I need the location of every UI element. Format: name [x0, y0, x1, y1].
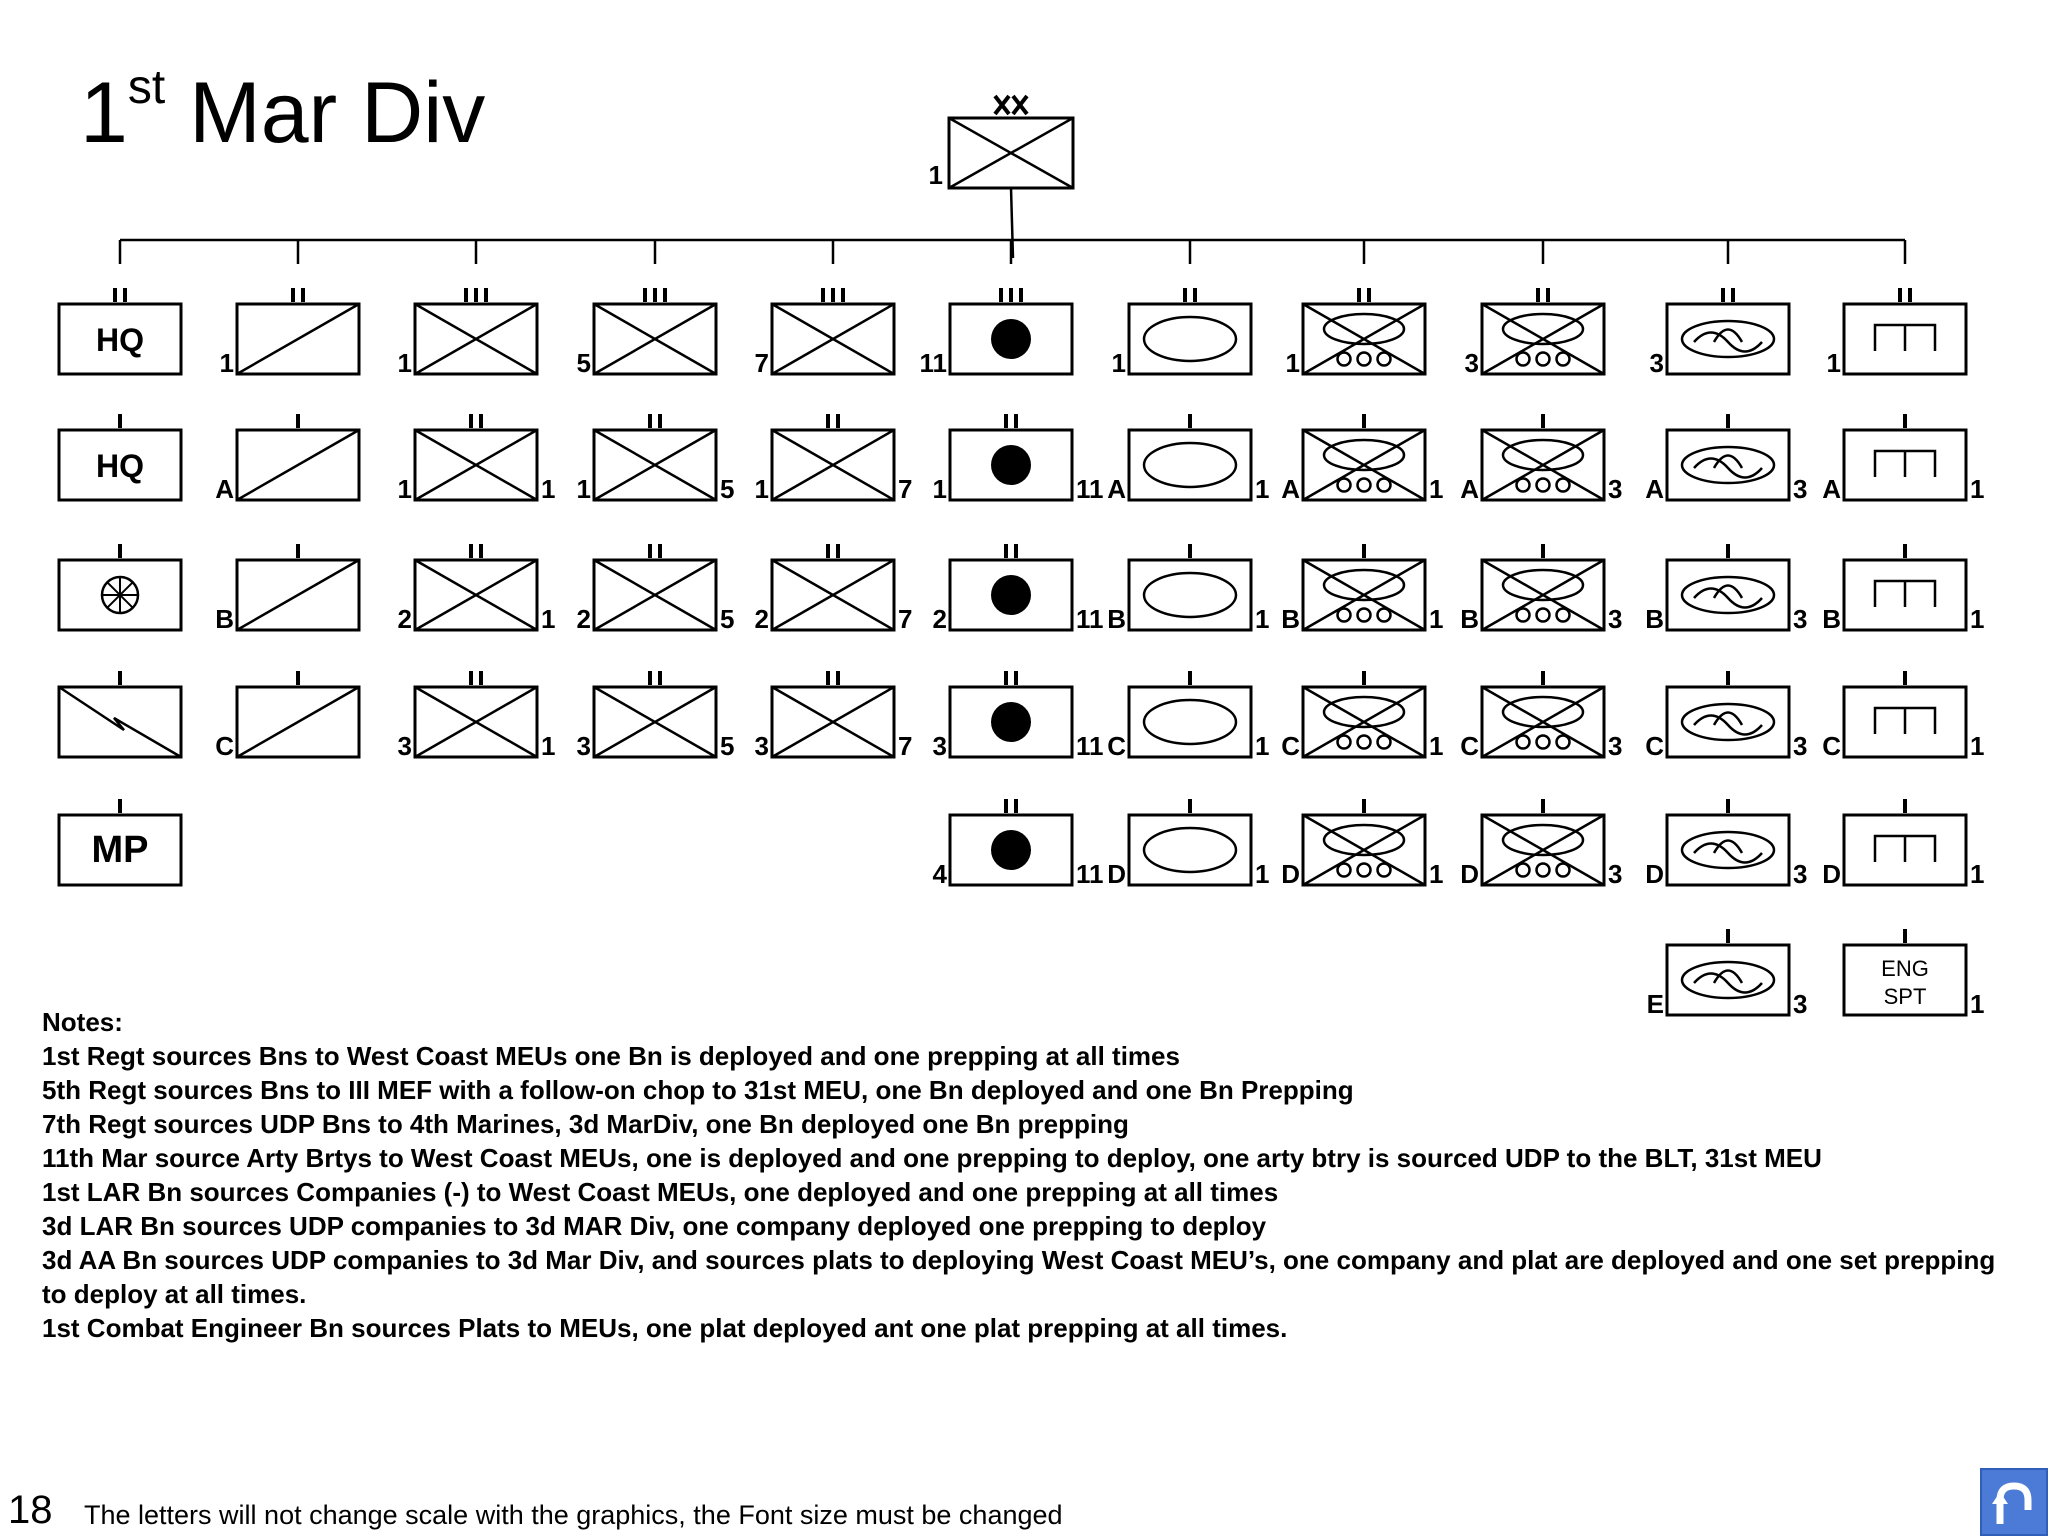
unit-hq [59, 288, 181, 374]
note-line: 3d LAR Bn sources UDP companies to 3d MAR Div, one company deployed one prepping to deploy [42, 1211, 1267, 1241]
unit-designation: 1 [1285, 348, 1300, 378]
parent-designation: 3 [1608, 474, 1623, 504]
unit-recon-sub [215, 671, 359, 761]
unit-hq-sub [59, 414, 181, 500]
echelon-mark [1006, 799, 1016, 813]
unit-7th-regt-sub [755, 414, 913, 504]
echelon-mark [1538, 288, 1548, 302]
wheel-icon [1338, 353, 1351, 366]
wheel-icon [1557, 353, 1570, 366]
artillery-dot-icon [991, 830, 1031, 870]
artillery-dot-icon [991, 702, 1031, 742]
unit-3d-lar-sub [1460, 799, 1622, 889]
parent-designation: 1 [1970, 731, 1985, 761]
unit-designation: 5 [576, 348, 591, 378]
unit-designation: 3 [932, 731, 947, 761]
unit-designation: 3 [397, 731, 412, 761]
wheel-icon [1378, 479, 1391, 492]
parent-designation: 1 [1970, 474, 1985, 504]
unit-designation: B [1645, 604, 1664, 634]
division-echelon-mark [995, 96, 1027, 114]
unit-designation: 1 [1111, 348, 1126, 378]
unit-1st-lar-sub [1281, 671, 1443, 761]
wheel-icon [1517, 736, 1530, 749]
unit-designation: 4 [932, 859, 947, 889]
wheel-icon [1338, 609, 1351, 622]
unit-designation: A [215, 474, 234, 504]
unit-designation: C [1460, 731, 1479, 761]
parent-designation: 1 [1429, 859, 1444, 889]
unit-designation: 1 [576, 474, 591, 504]
wheel-icon [1517, 479, 1530, 492]
unit-designation: 3 [576, 731, 591, 761]
unit-7th-regt-sub [755, 544, 913, 634]
unit-1st-lar-sub [1281, 414, 1443, 504]
unit-designation: A [1822, 474, 1841, 504]
unit-designation: D [1645, 859, 1664, 889]
unit-5th-regt-sub [577, 414, 735, 504]
echelon-mark [828, 544, 838, 558]
unit-designation: C [215, 731, 234, 761]
wheel-icon [1517, 353, 1530, 366]
note-line: 11th Mar source Arty Brtys to West Coast MEUs, one is deployed and one prepping to deploy, one arty btry is sourced UDP to the BLT, 31st MEU [42, 1143, 1822, 1173]
unit-designation: 2 [397, 604, 412, 634]
parent-designation: 1 [541, 474, 556, 504]
unit-designation: D [1460, 859, 1479, 889]
echelon-mark [828, 671, 838, 685]
unit-1st-regt-sub [398, 414, 556, 504]
parent-designation: 1 [1429, 474, 1444, 504]
parent-designation: 11 [1076, 859, 1104, 889]
wheel-icon [1358, 864, 1371, 877]
echelon-mark [1006, 671, 1016, 685]
unit-frame [1129, 560, 1251, 630]
unit-3d-aa [1650, 288, 1789, 378]
parent-designation: 5 [720, 731, 735, 761]
return-arrow-icon [1982, 1470, 2046, 1534]
parent-designation: 3 [1793, 989, 1808, 1019]
parent-designation: 1 [1970, 859, 1985, 889]
note-line: 1st LAR Bn sources Companies (-) to West Coast MEUs, one deployed and one prepping at all times [42, 1177, 1279, 1207]
unit-designation: 3 [1649, 348, 1664, 378]
parent-designation: 1 [1970, 604, 1985, 634]
unit-designation: 1 [219, 348, 234, 378]
unit-designation: B [1822, 604, 1841, 634]
notes [42, 1005, 2022, 1345]
unit-recon-sub [215, 544, 359, 634]
unit-frame [1667, 304, 1789, 374]
unit-1st-ceb-sub [1822, 799, 1984, 889]
parent-designation: 7 [898, 474, 913, 504]
echelon-mark [645, 288, 665, 302]
parent-designation: 11 [1076, 474, 1104, 504]
wheel-icon [1517, 609, 1530, 622]
unit-label: ENG [1881, 956, 1929, 981]
unit-designation: A [1107, 474, 1126, 504]
note-line: 7th Regt sources UDP Bns to 4th Marines, 3d MarDiv, one Bn deployed one Bn prepping [42, 1109, 1129, 1139]
unit-3d-aa-sub [1645, 544, 1807, 634]
wheel-icon [1557, 736, 1570, 749]
echelon-mark [1006, 544, 1016, 558]
unit-1st-lar-sub [1281, 544, 1443, 634]
medical-wheel-icon [102, 577, 138, 613]
unit-designation: B [215, 604, 234, 634]
unit-11th-mar [920, 288, 1073, 378]
unit-1st-tank-sub [1107, 671, 1269, 761]
wheel-icon [1557, 864, 1570, 877]
unit-designation: B [1281, 604, 1300, 634]
unit-frame [1129, 815, 1251, 885]
unit-designation: 1 [397, 474, 412, 504]
unit-frame [1667, 560, 1789, 630]
unit-11th-mar-sub [933, 671, 1104, 761]
echelon-mark [115, 288, 125, 302]
unit-designation: A [1645, 474, 1664, 504]
parent-designation: 1 [1255, 731, 1270, 761]
wheel-icon [1358, 353, 1371, 366]
parent-designation: 1 [1429, 604, 1444, 634]
footer-note: The letters will not change scale with the graphics, the Font size must be changed [84, 1500, 1063, 1530]
unit-7th-regt [755, 288, 894, 378]
unit-designation: 2 [576, 604, 591, 634]
note-line: 3d AA Bn sources UDP companies to 3d Mar Div, and sources plats to deploying West Coast MEU’s, one company and plat are deployed and one set prepping to deploy at all times. [42, 1245, 1996, 1309]
unit-3d-lar-sub [1460, 671, 1622, 761]
parent-designation: 5 [720, 604, 735, 634]
echelon-mark [828, 414, 838, 428]
parent-designation: 11 [1076, 604, 1104, 634]
unit-7th-regt-sub [755, 671, 913, 761]
parent-designation: 1 [1255, 859, 1270, 889]
parent-designation: 3 [1793, 731, 1808, 761]
unit-frame [1667, 687, 1789, 757]
parent-designation: 3 [1793, 474, 1808, 504]
unit-designation: 1 [754, 474, 769, 504]
unit-3d-lar [1465, 288, 1604, 378]
note-line: 1st Regt sources Bns to West Coast MEUs one Bn is deployed and one prepping at all times [42, 1041, 1180, 1071]
unit-1st-lar [1286, 288, 1425, 378]
unit-1st-ceb-sub [1822, 671, 1984, 761]
note-line: 1st Combat Engineer Bn sources Plats to MEUs, one plat deployed ant one plat prepping at all times. [42, 1313, 1288, 1343]
unit-designation: 7 [754, 348, 769, 378]
unit-1st-ceb [1827, 288, 1966, 378]
unit-designation: 2 [754, 604, 769, 634]
unit-designation: 1 [1826, 348, 1841, 378]
unit-designation: C [1645, 731, 1664, 761]
wheel-icon [1338, 736, 1351, 749]
wheel-icon [1378, 864, 1391, 877]
echelon-mark [1006, 414, 1016, 428]
unit-11th-mar-sub [933, 799, 1104, 889]
wheel-icon [1537, 609, 1550, 622]
echelon-mark [471, 671, 481, 685]
wheel-icon [1358, 479, 1371, 492]
parent-designation: 3 [1793, 859, 1808, 889]
unit-designation: A [1460, 474, 1479, 504]
unit-frame [1667, 815, 1789, 885]
parent-designation: 1 [1970, 989, 1985, 1019]
unit-designation: 3 [1464, 348, 1479, 378]
parent-designation: 7 [898, 731, 913, 761]
echelon-mark [650, 671, 660, 685]
wheel-icon [1378, 609, 1391, 622]
wheel-icon [1537, 736, 1550, 749]
unit-hq-sub [59, 671, 181, 757]
unit-recon-sub [215, 414, 359, 504]
wheel-icon [1358, 609, 1371, 622]
unit-designation: D [1281, 859, 1300, 889]
parent-designation: 5 [720, 474, 735, 504]
unit-label: HQ [96, 322, 144, 358]
wheel-icon [1358, 736, 1371, 749]
wheel-icon [1537, 479, 1550, 492]
echelon-mark [293, 288, 303, 302]
echelon-mark [1359, 288, 1369, 302]
wheel-icon [1517, 864, 1530, 877]
unit-3d-lar-sub [1460, 414, 1622, 504]
unit-5th-regt-sub [577, 671, 735, 761]
page-number: 18 [8, 1488, 53, 1532]
unit-hq-sub [59, 544, 181, 630]
wheel-icon [1338, 479, 1351, 492]
wheel-icon [1378, 353, 1391, 366]
page-title: 1st Mar Div [80, 61, 486, 161]
unit-3d-aa-sub [1645, 671, 1807, 761]
unit-designation: C [1281, 731, 1300, 761]
unit-label: SPT [1883, 984, 1927, 1009]
wheel-icon [1557, 609, 1570, 622]
echelon-mark [823, 288, 843, 302]
echelon-mark [1900, 288, 1910, 302]
parent-designation: 1 [1429, 731, 1444, 761]
org-connectors [120, 188, 1905, 264]
division-unit [929, 96, 1073, 190]
unit-recon [220, 288, 359, 378]
unit-designation: B [1460, 604, 1479, 634]
parent-designation: 1 [1255, 604, 1270, 634]
wheel-icon [1557, 479, 1570, 492]
wheel-icon [1378, 736, 1391, 749]
unit-1st-lar-sub [1281, 799, 1443, 889]
wheel-icon [1537, 353, 1550, 366]
unit-frame [1129, 687, 1251, 757]
unit-1st-ceb-sub [1822, 544, 1984, 634]
echelon-mark [650, 544, 660, 558]
unit-1st-regt-sub [398, 671, 556, 761]
unit-label: MP [91, 829, 149, 871]
echelon-mark [466, 288, 486, 302]
unit-1st-regt-sub [398, 544, 556, 634]
artillery-dot-icon [991, 445, 1031, 485]
unit-5th-regt-sub [577, 544, 735, 634]
unit-designation: 3 [754, 731, 769, 761]
unit-label: HQ [96, 448, 144, 484]
echelon-mark [1723, 288, 1733, 302]
artillery-dot-icon [991, 575, 1031, 615]
echelon-mark [1185, 288, 1195, 302]
unit-designation: D [1822, 859, 1841, 889]
wheel-icon [1537, 864, 1550, 877]
echelon-mark [1001, 288, 1021, 302]
unit-designation: 11 [919, 348, 947, 378]
parent-designation: 7 [898, 604, 913, 634]
unit-designation: C [1107, 731, 1126, 761]
echelon-mark [471, 414, 481, 428]
unit-designation: 2 [932, 604, 947, 634]
echelon-mark [471, 544, 481, 558]
unit-3d-lar-sub [1460, 544, 1622, 634]
unit-designation: 1 [932, 474, 947, 504]
unit-1st-tank-sub [1107, 544, 1269, 634]
parent-designation: 3 [1608, 731, 1623, 761]
unit-1st-tank-sub [1107, 799, 1269, 889]
notes-heading: Notes: [42, 1007, 123, 1037]
parent-designation: 3 [1608, 604, 1623, 634]
unit-1st-tank [1112, 288, 1251, 378]
unit-frame [1129, 430, 1251, 500]
echelon-mark [650, 414, 660, 428]
unit-3d-aa-sub [1645, 799, 1807, 889]
artillery-dot-icon [991, 319, 1031, 359]
parent-designation: 11 [1076, 731, 1104, 761]
unit-frame [1667, 430, 1789, 500]
unit-designation: B [1107, 604, 1126, 634]
unit-frame [1129, 304, 1251, 374]
unit-5th-regt [577, 288, 716, 378]
unit-designation: D [1107, 859, 1126, 889]
unit-designation: 1 [397, 348, 412, 378]
parent-designation: 1 [1255, 474, 1270, 504]
unit-11th-mar-sub [933, 544, 1104, 634]
unit-designation: A [1281, 474, 1300, 504]
unit-3d-aa-sub [1645, 414, 1807, 504]
unit-designation: E [1646, 989, 1664, 1019]
unit-11th-mar-sub [933, 414, 1104, 504]
parent-designation: 1 [541, 731, 556, 761]
return-button[interactable] [1980, 1468, 2048, 1536]
unit-designation: C [1822, 731, 1841, 761]
unit-1st-ceb-sub [1822, 414, 1984, 504]
wheel-icon [1338, 864, 1351, 877]
note-line: 5th Regt sources Bns to III MEF with a follow-on chop to 31st MEU, one Bn deployed and one Bn Prepping [42, 1075, 1354, 1105]
parent-designation: 3 [1608, 859, 1623, 889]
parent-designation: 1 [541, 604, 556, 634]
unit-1st-regt [398, 288, 537, 378]
parent-designation: 3 [1793, 604, 1808, 634]
division-designation: 1 [928, 160, 943, 190]
unit-1st-tank-sub [1107, 414, 1269, 504]
unit-hq-sub [59, 799, 181, 885]
